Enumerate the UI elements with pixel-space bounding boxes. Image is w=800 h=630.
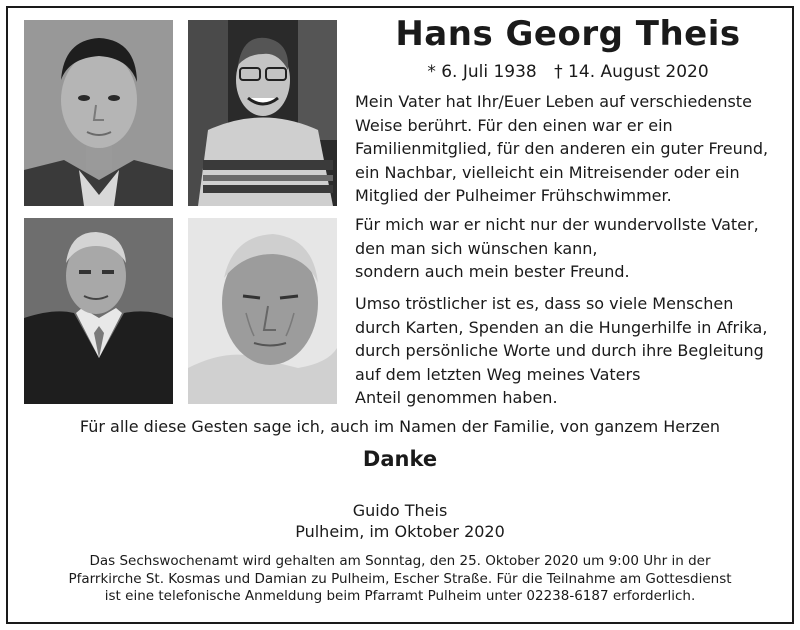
- text-line: durch persönliche Worte und durch ihre Begleitung: [355, 341, 764, 360]
- portrait-photo-suit: [24, 218, 173, 404]
- text-line: ein Nachbar, vielleicht ein Mitreisender oder ein: [355, 162, 740, 182]
- paragraph-tribute: [355, 90, 795, 208]
- text-line: auf dem letzten Weg meines Vaters: [355, 364, 641, 384]
- danke-heading: Danke: [362, 447, 438, 471]
- text-line: Mitglied der Pulheimer Frühschwimmer.: [355, 186, 672, 205]
- place-date: Pulheim, im Oktober 2020: [295, 522, 505, 541]
- portrait-photo-glasses-sweater: [188, 20, 337, 206]
- signature-block: [0, 500, 800, 542]
- text-line: Mein Vater hat Ihr/Euer Leben auf verschiedenste: [355, 92, 752, 111]
- portrait-photo-young-uniform: [24, 20, 173, 206]
- text-line: Weise berührt. Für den einen war er ein: [355, 115, 673, 135]
- text-line: Für mich war er nicht nur der wundervollste Vater,: [355, 215, 759, 234]
- text-line: sondern auch mein bester Freund.: [355, 262, 630, 281]
- notice-line: ist eine telefonische Anmeldung beim Pfarramt Pulheim unter 02238-6187 erforderlich.: [104, 588, 696, 604]
- birth-date: * 6. Juli 1938: [427, 62, 537, 82]
- text-line: Familienmitglied, für den anderen ein guter Freund,: [355, 139, 769, 158]
- life-dates: [352, 62, 784, 82]
- signer-name: Guido Theis: [352, 501, 448, 520]
- notice-line: Das Sechswochenamt wird gehalten am Sonntag, den 25. Oktober 2020 um 9:00 Uhr in der: [89, 553, 711, 569]
- death-date: † 14. August 2020: [554, 62, 709, 82]
- text-line: den man sich wünschen kann,: [355, 238, 598, 258]
- deceased-name: Hans Georg Theis: [395, 14, 741, 54]
- paragraph-gratitude: [355, 292, 795, 410]
- thanks-sentence: Für alle diese Gesten sage ich, auch im Namen der Familie, von ganzem Herzen: [79, 417, 721, 436]
- text-line: Anteil genommen haben.: [355, 388, 558, 407]
- notice-line: Pfarrkirche St. Kosmas und Damian zu Pulheim, Escher Straße. Für die Teilnahme am Gottesdienst: [68, 570, 732, 587]
- text-line: durch Karten, Spenden an die Hungerhilfe in Afrika,: [355, 317, 768, 337]
- mass-notice: [0, 553, 800, 606]
- portrait-photo-elderly: [188, 218, 337, 404]
- paragraph-father: [355, 213, 795, 284]
- text-line: Umso tröstlicher ist es, dass so viele Menschen: [355, 294, 734, 313]
